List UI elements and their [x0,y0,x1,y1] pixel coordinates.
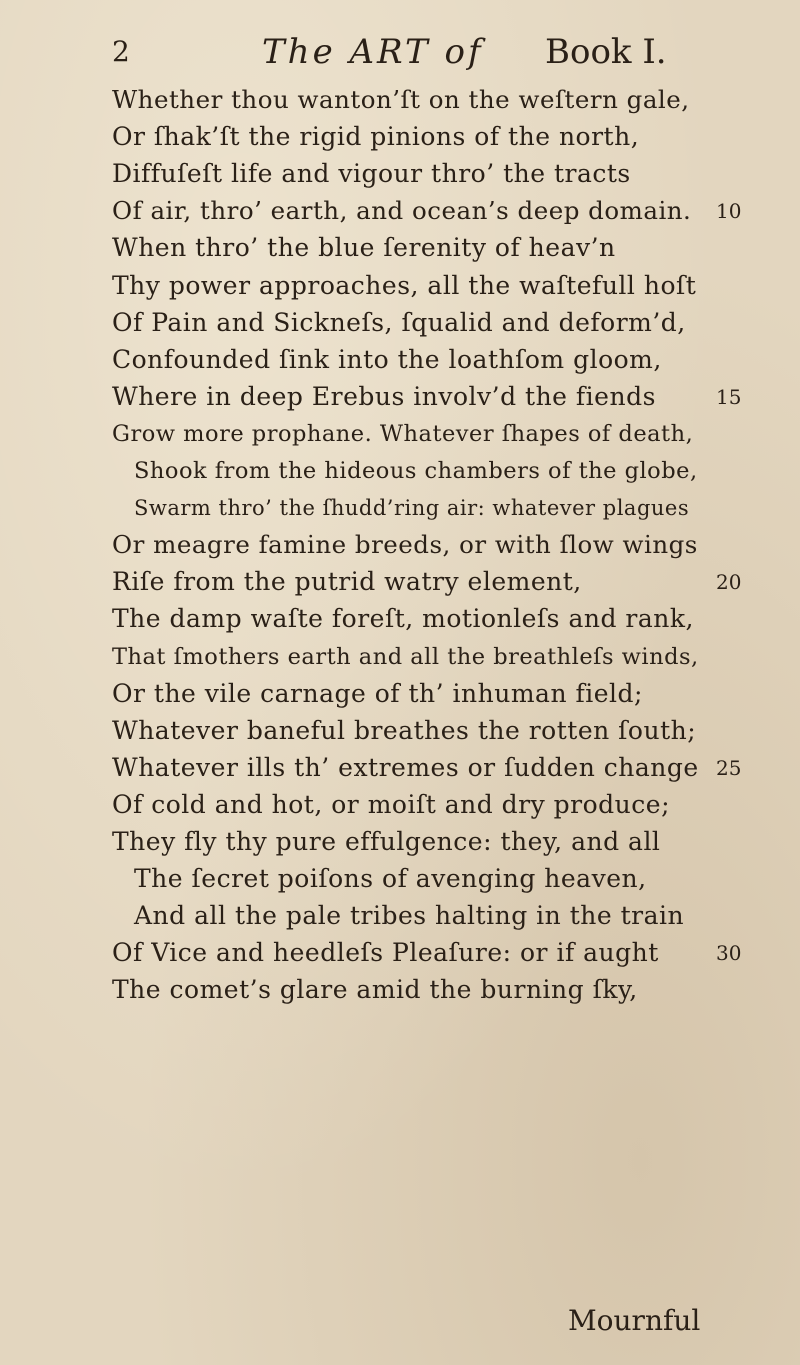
poem-line: That ſmothers earth and all the breathleſs winds, [112,644,699,670]
poem-line: Of cold and hot, or moiſt and dry produce; [112,790,670,819]
running-header [0,22,800,82]
poem-line: Whether thou wanton’ſt on the weſtern gale, [112,85,690,114]
book-label: Book I. [545,32,667,72]
poem-line: Of Pain and Sickneſs, ſqualid and deform’d, [112,308,686,337]
line-number: 20 [716,570,742,594]
poem-line: Whatever baneful breathes the rotten ſouth; [112,716,697,745]
poem-line: Or meagre famine breeds, or with ſlow wings [112,530,698,559]
poem-line: The damp waſte foreſt, motionleſs and rank, [112,604,694,633]
poem-line: Whatever ills th’ extremes or ſudden change [112,753,699,782]
poem-line: Or the vile carnage of th’ inhuman field; [112,679,643,708]
poem-line: They fly thy pure effulgence: they, and all [112,827,661,856]
poem-line: The comet’s glare amid the burning ſky, [112,975,638,1004]
poem-line: Riſe from the putrid watry element, [112,567,582,596]
catchword: Mournful [568,1304,701,1337]
poem-line: Swarm thro’ the ſhudd’ring air: whatever plagues [134,496,690,520]
poem-line: And all the pale tribes halting in the train [134,901,685,930]
poem-line: Of Vice and heedleſs Pleaſure: or if aught [112,938,659,967]
poem-line: Or ſhak’ſt the rigid pinions of the north, [112,122,640,151]
poem-line: Diffuſeſt life and vigour thro’ the tracts [112,159,631,188]
poem-line: Grow more prophane. Whatever ſhapes of death, [112,421,694,447]
poem-line: The ſecret poiſons of avenging heaven, [134,864,647,893]
poem-line: Where in deep Erebus involv’d the fiends [112,382,656,411]
poem-line: Of air, thro’ earth, and ocean’s deep domain. [112,196,692,225]
poem-line: Confounded ſink into the loathſom gloom, [112,345,662,374]
poem-line: Shook from the hideous chambers of the globe, [134,458,698,484]
line-number: 15 [716,385,742,409]
line-number: 25 [716,756,742,780]
line-number: 10 [716,199,742,223]
running-title: The ART of [262,32,484,72]
poem-line: When thro’ the blue ſerenity of heav’n [112,233,616,262]
page-number: 2 [112,35,130,68]
line-number: 30 [716,941,742,965]
poem-line: Thy power approaches, all the waſtefull hoſt [112,271,697,300]
